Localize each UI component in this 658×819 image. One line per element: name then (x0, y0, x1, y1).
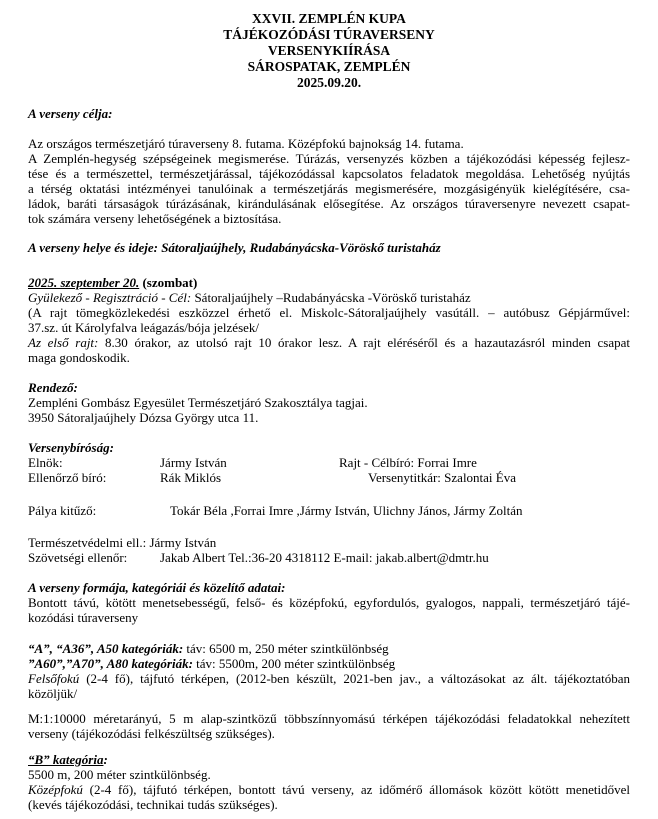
kozepfoku-text: (2-4 fő), tájfutó térképen, bontott távú verseny, az időmérő állomások között kötött menetidővel (82, 782, 630, 797)
forma-line: kozódási túraverseny (28, 610, 139, 625)
kat-a-line (28, 641, 389, 657)
szovetsegi-label: Szövetségi ellenőr: (28, 550, 128, 565)
ido-line: (A rajt tömegközlekedési eszközzel érhető el. Miskolc-Sátoraljaújhely vasútáll. – autóbusz Gépjárművel: (28, 305, 630, 320)
kat-b-colon: : (103, 752, 108, 767)
rendezo-line: 3950 Sátoraljaújhely Dózsa György utca 11. (28, 410, 259, 425)
rajt-line (28, 335, 630, 351)
palya-names: Tokár Béla ,Forrai Imre ,Jármy István, Ulichny János, Jármy Zoltán (170, 503, 523, 518)
cel-line: Az országos természetjáró túraverseny 8. futama. Középfokú bajnokság 14. futama. (28, 136, 464, 151)
header-location: SÁROSPATAK, ZEMPLÉN (247, 59, 411, 74)
gyulekezo-value: Sátoraljaújhely –Rudabányácska -Vöröskő turistaház (191, 290, 471, 305)
kat-b-label: “B” kategória (28, 752, 104, 767)
szovetsegi-value: Jakab Albert Tel.:36-20 4318112 E-mail: jakab.albert@dmtr.hu (160, 550, 489, 565)
kat-a60-line (28, 656, 395, 672)
rajt-cel-biro: Rajt - Célbíró: Forrai Imre (339, 455, 477, 470)
felsofoku-line: közöljük/ (28, 686, 78, 701)
rajt-value: 8.30 órakor, az utolsó rajt 10 órakor lesz. A rajt eléréséről és a hazautazásról minden csapat (98, 335, 630, 350)
termeszetvedelmi: Természetvédelmi ell.: Jármy István (28, 535, 217, 550)
felsofoku-line (28, 671, 630, 687)
section-heading-cel: A verseny célja: (28, 106, 113, 121)
header-kiiras: VERSENYKIÍRÁSA (267, 43, 391, 58)
kat-a-label: “A”, “A36”, A50 kategóriák: (28, 641, 184, 656)
kozepfoku-line (28, 782, 630, 798)
kat-a60-value: táv: 5500m, 200 méter szintkülönbség (192, 656, 396, 671)
elnok-label: Elnök: (28, 455, 63, 470)
terkep-line: verseny (tájékozódási felkészültség szükséges). (28, 726, 275, 741)
cel-line: ládok, baráti társaságok túrázásának, kirándulásának elősegítése. Az országos túraversenyre nevezett csapat- (28, 196, 630, 211)
cel-line: a térség oktatási intézményei tanulóinak a természetjárás megismerésére, mozgásigényük kielégítésére, csa- (28, 181, 630, 196)
header-subtitle: TÁJÉKOZÓDÁSI TÚRAVERSENY (223, 27, 435, 42)
ellenorzo-name: Rák Miklós (160, 470, 222, 485)
palya-label: Pálya kitűző: (28, 503, 97, 518)
kat-a-value: táv: 6500 m, 250 méter szintkülönbség (183, 641, 389, 656)
kozepfoku-label: Középfokú (28, 782, 83, 797)
rendezo-line: Zempléni Gombász Egyesület Természetjáró Szakosztálya tagjai. (28, 395, 368, 410)
felsofoku-label: Felsőfokú (28, 671, 80, 686)
cel-line: tok számára verseny lehetőségének a biztosítása. (28, 211, 282, 226)
ellenorzo-label: Ellenőrző bíró: (28, 470, 107, 485)
cel-line: A Zemplén-hegység szépségeinek megismerése. Túrázás, versenyzés közben a tájékozódási képesség fejlesz- (28, 151, 630, 166)
section-heading-rendezo: Rendező: (28, 380, 78, 395)
terkep-line: M:1:10000 méretarányú, 5 m alap-szintközű többszínnyomású térképen tájékozódási feladatokkal nehezített (28, 711, 630, 726)
section-heading-birosag: Versenybíróság: (28, 440, 114, 455)
event-date-line (28, 275, 197, 291)
section-heading-helye: A verseny helye és ideje: Sátoraljaújhely, Rudabányácska-Vöröskő turistaház (28, 240, 441, 255)
forma-line: Bontott távú, kötött menetsebességű, felső- és középfokú, egyfordulós, gyalogos, nappali, természetjáró tájé- (28, 595, 630, 610)
gyulekezo-line (28, 290, 471, 306)
event-day: (szombat) (139, 275, 198, 290)
versenytitkar: Versenytitkár: Szalontai Éva (368, 470, 517, 485)
header-date: 2025.09.20. (296, 75, 362, 90)
kat-a60-label: ”A60”,”A70”, A80 kategóriák: (28, 656, 193, 671)
kat-b-line: 5500 m, 200 méter szintkülönbség. (28, 767, 211, 782)
gyulekezo-label: Gyülekező - Regisztráció - Cél: (28, 290, 192, 305)
rajt-label: Az első rajt: (28, 335, 99, 350)
felsofoku-text: (2-4 fő), tájfutó térképen, (2012-ben készült, 2021-ben jav., a változásokat az ált. tájékoztatóban (79, 671, 630, 686)
section-heading-forma: A verseny formája, kategóriái és közelítő adatai: (28, 580, 286, 595)
cel-line: tése és a természettel, természetjárással, tájékozódással kapcsolatos feladatok megoldása. Lehetőség nyújtás (28, 166, 630, 181)
header-title: XXVII. ZEMPLÉN KUPA (252, 11, 406, 26)
kozepfoku-line: (kevés tájékozódási, technikai tudás szükséges). (28, 797, 278, 812)
event-date: 2025. szeptember 20. (28, 275, 140, 290)
elnok-name: Jármy István (160, 455, 227, 470)
ido-line: 37.sz. út Károlyfalva leágazás/bója jelzések/ (28, 320, 260, 335)
kat-b-heading (28, 752, 108, 768)
ido-line: maga gondoskodik. (28, 350, 130, 365)
